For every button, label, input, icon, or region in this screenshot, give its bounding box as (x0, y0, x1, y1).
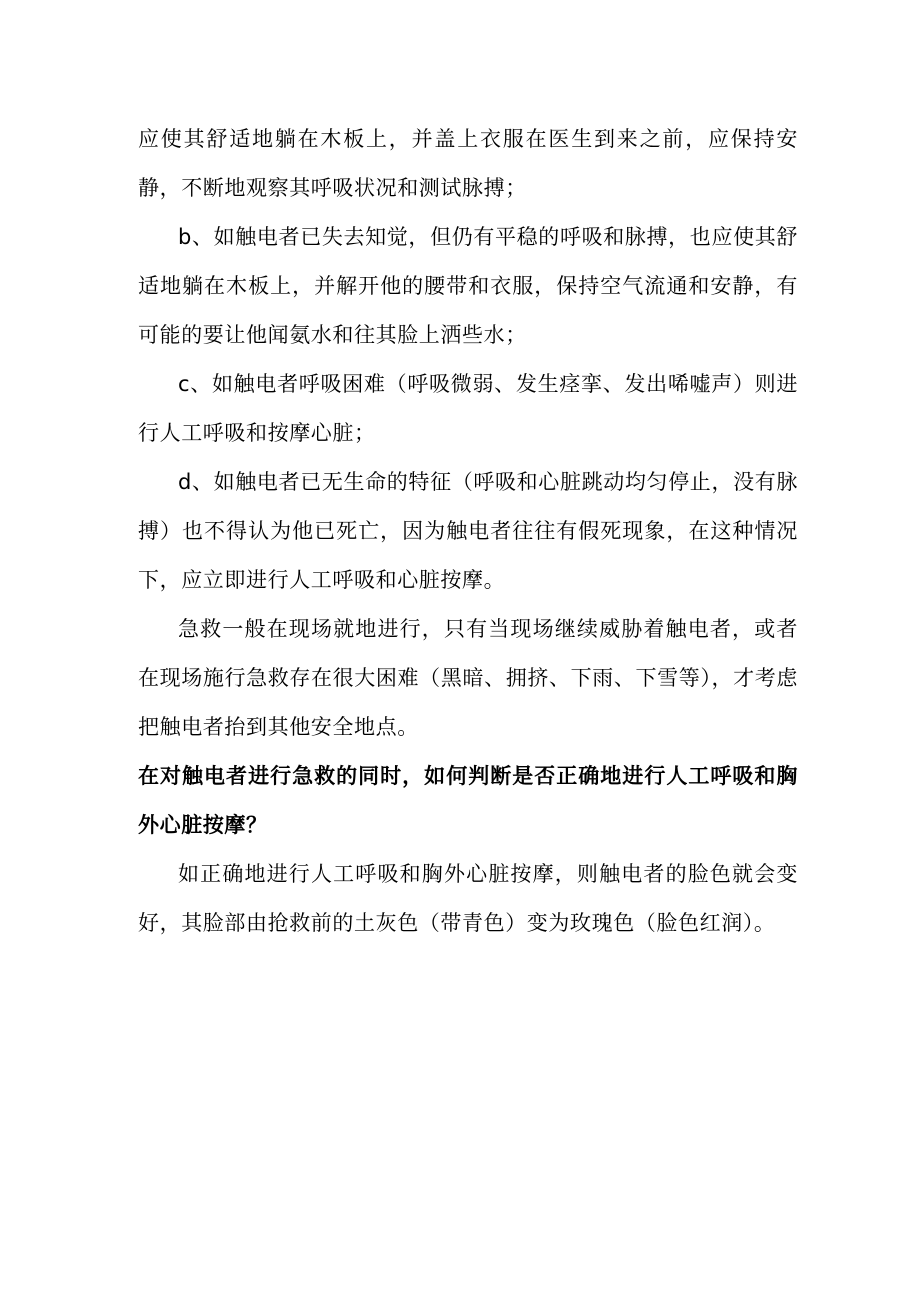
question-heading: 在对触电者进行急救的同时，如何判断是否正确地进行人工呼吸和胸外心脏按摩？ (138, 764, 798, 837)
paragraph-intro: 应使其舒适地躺在木板上，并盖上衣服在医生到来之前，应保持安静，不断地观察其呼吸状况和测试脉搏； (138, 127, 798, 200)
paragraph-item-c: c、如触电者呼吸困难（呼吸微弱、发生痉挛、发出唏嘘声）则进行人工呼吸和按摩心脏； (138, 372, 798, 445)
paragraph-answer: 如正确地进行人工呼吸和胸外心脏按摩，则触电者的脸色就会变好，其脸部由抢救前的土灰色（带青色）变为玫瑰色（脸色红润）。 (138, 862, 798, 935)
paragraph-first-aid-location: 急救一般在现场就地进行，只有当现场继续威胁着触电者，或者在现场施行急救存在很大困难（黑暗、拥挤、下雨、下雪等），才考虑把触电者抬到其他安全地点。 (138, 617, 798, 739)
document-page (138, 115, 798, 948)
paragraph-item-b: b、如触电者已失去知觉，但仍有平稳的呼吸和脉搏，也应使其舒适地躺在木板上，并解开他的腰带和衣服，保持空气流通和安静，有可能的要让他闻氨水和往其脸上洒些水； (138, 225, 798, 347)
paragraph-item-d: d、如触电者已无生命的特征（呼吸和心脏跳动均匀停止，没有脉搏）也不得认为他已死亡，因为触电者往往有假死现象，在这种情况下，应立即进行人工呼吸和心脏按摩。 (138, 470, 798, 592)
